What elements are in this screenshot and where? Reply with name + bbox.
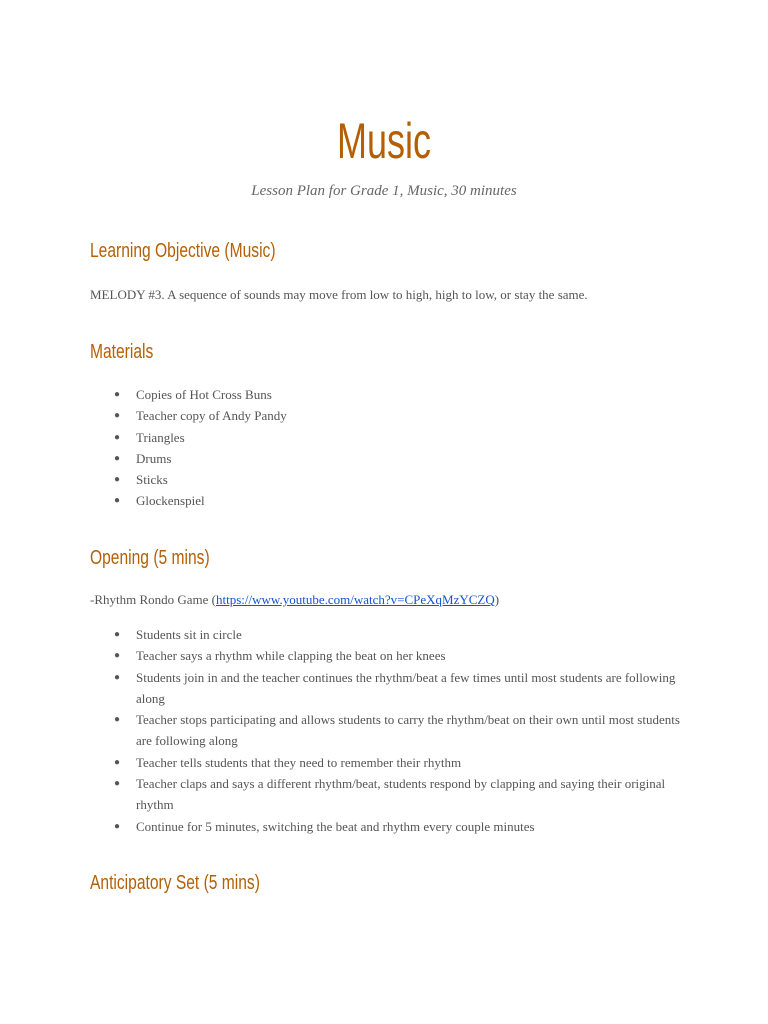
list-item: ● Glockenspiel — [90, 490, 680, 511]
materials-list — [90, 384, 680, 512]
materials-heading: Materials — [90, 341, 154, 363]
list-item: ● Sticks — [90, 469, 680, 490]
list-item: ● Teacher tells students that they need to remember their rhythm — [90, 752, 680, 773]
opening-steps-list — [90, 624, 680, 837]
list-item: ● Teacher stops participating and allows students to carry the rhythm/beat on their own until most students are following along — [90, 709, 680, 752]
list-item: ● Triangles — [90, 427, 680, 448]
page-title: Music — [336, 113, 432, 169]
youtube-link[interactable]: https://www.youtube.com/watch?v=CPeXqMzYCZQ — [216, 592, 495, 607]
bullet-icon: ● — [114, 650, 121, 662]
list-item: ● Teacher claps and says a different rhythm/beat, students respond by clapping and saying their original rhythm — [90, 773, 680, 816]
bullet-icon: ● — [114, 820, 121, 832]
bullet-icon: ● — [114, 629, 121, 640]
list-item: ● Copies of Hot Cross Buns — [90, 384, 680, 405]
bullet-icon: ● — [114, 671, 121, 683]
bullet-icon: ● — [114, 474, 121, 486]
opening-intro: -Rhythm Rondo Game (https://www.youtube.com/watch?v=CPeXqMzYCZQ) — [90, 592, 500, 607]
opening-heading: Opening (5 mins) — [90, 547, 210, 569]
list-item: ● Students sit in circle — [90, 624, 680, 645]
objective-text: MELODY #3. A sequence of sounds may move from low to high, high to low, or stay the same. — [90, 287, 588, 302]
objective-heading: Learning Objective (Music) — [90, 240, 276, 262]
bullet-icon: ● — [114, 778, 121, 790]
page-subtitle: Lesson Plan for Grade 1, Music, 30 minutes — [251, 183, 517, 199]
list-item: ● Drums — [90, 448, 680, 469]
list-item: ● Teacher says a rhythm while clapping the beat on her knees — [90, 645, 680, 666]
bullet-icon: ● — [114, 495, 121, 507]
list-item: ● Continue for 5 minutes, switching the beat and rhythm every couple minutes — [90, 816, 680, 837]
bullet-icon: ● — [114, 452, 121, 464]
anticipatory-heading: Anticipatory Set (5 mins) — [90, 872, 260, 894]
bullet-icon: ● — [114, 431, 121, 443]
bullet-icon: ● — [114, 410, 121, 422]
bullet-icon: ● — [114, 714, 121, 726]
bullet-icon: ● — [114, 756, 121, 768]
list-item: ● Teacher copy of Andy Pandy — [90, 405, 680, 426]
list-item: ● Students join in and the teacher continues the rhythm/beat a few times until most students are following along — [90, 667, 680, 710]
bullet-icon: ● — [114, 389, 121, 400]
